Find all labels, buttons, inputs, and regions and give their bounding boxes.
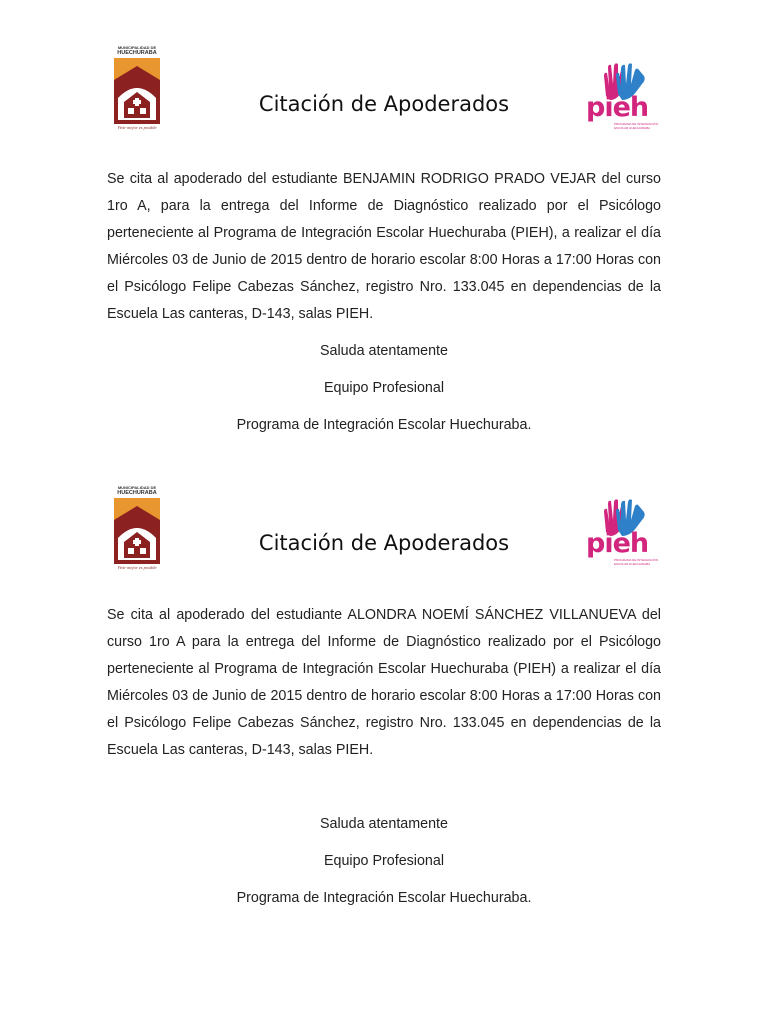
closing-team: Equipo Profesional	[323, 853, 445, 869]
municipality-label-top: MUNICIPALIDAD DE	[117, 45, 157, 50]
closing-team: Equipo Profesional	[323, 380, 445, 396]
document-title: Citación de Apoderados	[258, 531, 510, 555]
closing-program: Programa de Integración Escolar Huechuraba.	[236, 417, 532, 433]
pieh-wordmark: pieh	[586, 92, 649, 123]
pieh-logo	[580, 498, 664, 568]
municipality-slogan: Vivir mejor es posible	[117, 125, 157, 130]
pieh-subtitle: PROGRAMA DE INTEGRACIÓN ESCOLAR HUECHURABA	[614, 558, 659, 566]
closing-program: Programa de Integración Escolar Huechuraba.	[236, 890, 532, 906]
municipality-label	[108, 45, 166, 56]
closing-greeting: Saluda atentamente	[320, 816, 448, 832]
municipality-shield-icon	[114, 498, 160, 564]
municipality-logo	[108, 485, 166, 575]
municipality-label-name: HUECHURABA	[117, 490, 157, 496]
municipality-slogan: Vivir mejor es posible	[117, 565, 157, 570]
closing-greeting: Saluda atentamente	[320, 343, 448, 359]
municipality-label-name: HUECHURABA	[117, 50, 157, 56]
pieh-wordmark: pieh	[586, 528, 649, 559]
citation-body: Se cita al apoderado del estudiante BENJAMIN RODRIGO PRADO VEJAR del curso 1ro A, para la entrega del Informe de Diagnóstico realizado por el Psicólogo perteneciente al Programa de Integración Escolar Huechuraba (PIEH), a realizar el día Miércoles 03 de Junio de 2015 dentro de horario escolar 8:00 Horas a 17:00 Horas con el Psicólogo Felipe Cabezas Sánchez, registro Nro. 133.045 en dependencias de la Escuela Las canteras, D-143, salas PIEH.	[107, 171, 661, 322]
municipality-label	[108, 485, 166, 496]
pieh-subtitle: PROGRAMA DE INTEGRACIÓN ESCOLAR HUECHURABA	[614, 122, 659, 130]
citation-body: Se cita al apoderado del estudiante ALONDRA NOEMÍ SÁNCHEZ VILLANUEVA del curso 1ro A para la entrega del Informe de Diagnóstico realizado por el Psicólogo perteneciente al Programa de Integración Escolar Huechuraba (PIEH) a realizar el día Miércoles 03 de Junio de 2015 dentro de horario escolar 8:00 Horas a 17:00 Horas con el Psicólogo Felipe Cabezas Sánchez, registro Nro. 133.045 en dependencias de la Escuela Las canteras, D-143, salas PIEH.	[107, 607, 661, 758]
municipality-logo	[108, 45, 166, 135]
municipality-shield-icon	[114, 58, 160, 124]
document-title: Citación de Apoderados	[258, 92, 510, 116]
pieh-logo	[580, 62, 664, 132]
municipality-label-top: MUNICIPALIDAD DE	[117, 485, 157, 490]
